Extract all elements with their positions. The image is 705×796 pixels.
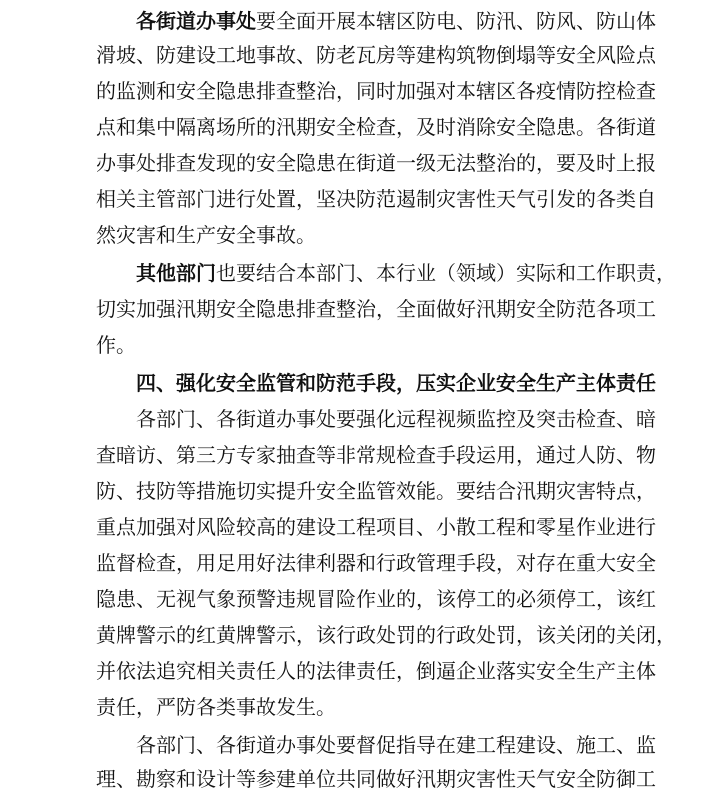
paragraph-4-line-2: 理、勘察和设计等参建单位共同做好汛期灾害性天气安全防御工	[96, 767, 656, 791]
paragraph-1-line-7: 然灾害和生产安全事故。	[96, 223, 316, 247]
paragraph-1-line-3: 的监测和安全隐患排查整治，同时加强对本辖区各疫情防控检查	[96, 79, 656, 103]
section-heading: 四、强化安全监管和防范手段，压实企业安全生产主体责任	[136, 371, 656, 395]
paragraph-1-line-4: 点和集中隔离场所的汛期安全检查，及时消除安全隐患。各街道	[96, 115, 656, 139]
paragraph-3-line-9: 责任，严防各类事故发生。	[96, 695, 336, 719]
paragraph-1-text: 要全面开展本辖区防电、防汛、防风、防山体	[256, 9, 656, 33]
paragraph-3-line-7: 黄牌警示的红黄牌警示，该行政处罚的行政处罚，该关闭的关闭，	[96, 623, 676, 647]
paragraph-4-line-1: 各部门、各街道办事处要督促指导在建工程建设、施工、监	[136, 733, 656, 757]
paragraph-2-line-1	[136, 256, 676, 290]
paragraph-1-line-6: 相关主管部门进行处置，坚决防范遏制灾害性天气引发的各类自	[96, 187, 656, 211]
paragraph-2-line-2: 切实加强汛期安全隐患排查整治，全面做好汛期安全防范各项工	[96, 297, 656, 321]
paragraph-1-lead: 各街道办事处	[136, 9, 256, 33]
paragraph-1-line-5: 办事处排查发现的安全隐患在街道一级无法整治的，要及时上报	[96, 151, 656, 175]
paragraph-3-line-3: 防、技防等措施切实提升安全监管效能。要结合汛期灾害特点，	[96, 479, 656, 503]
paragraph-3-line-8: 并依法追究相关责任人的法律责任，倒逼企业落实安全生产主体	[96, 659, 656, 683]
paragraph-3-line-4: 重点加强对风险较高的建设工程项目、小散工程和零星作业进行	[96, 515, 656, 539]
paragraph-2-text: 也要结合本部门、本行业（领域）实际和工作职责，	[216, 261, 676, 285]
paragraph-3-line-2: 查暗访、第三方专家抽查等非常规检查手段运用，通过人防、物	[96, 443, 656, 467]
paragraph-3-line-1: 各部门、各街道办事处要强化远程视频监控及突击检查、暗	[136, 407, 656, 431]
paragraph-1-line-1	[136, 4, 656, 38]
paragraph-3-line-5: 监督检查，用足用好法律利器和行政管理手段，对存在重大安全	[96, 551, 656, 575]
paragraph-2-lead: 其他部门	[136, 261, 216, 285]
paragraph-1-line-2: 滑坡、防建设工地事故、防老瓦房等建构筑物倒塌等安全风险点	[96, 43, 656, 67]
paragraph-3-line-6: 隐患、无视气象预警违规冒险作业的，该停工的必须停工，该红	[96, 587, 656, 611]
paragraph-2-line-3: 作。	[96, 333, 136, 357]
